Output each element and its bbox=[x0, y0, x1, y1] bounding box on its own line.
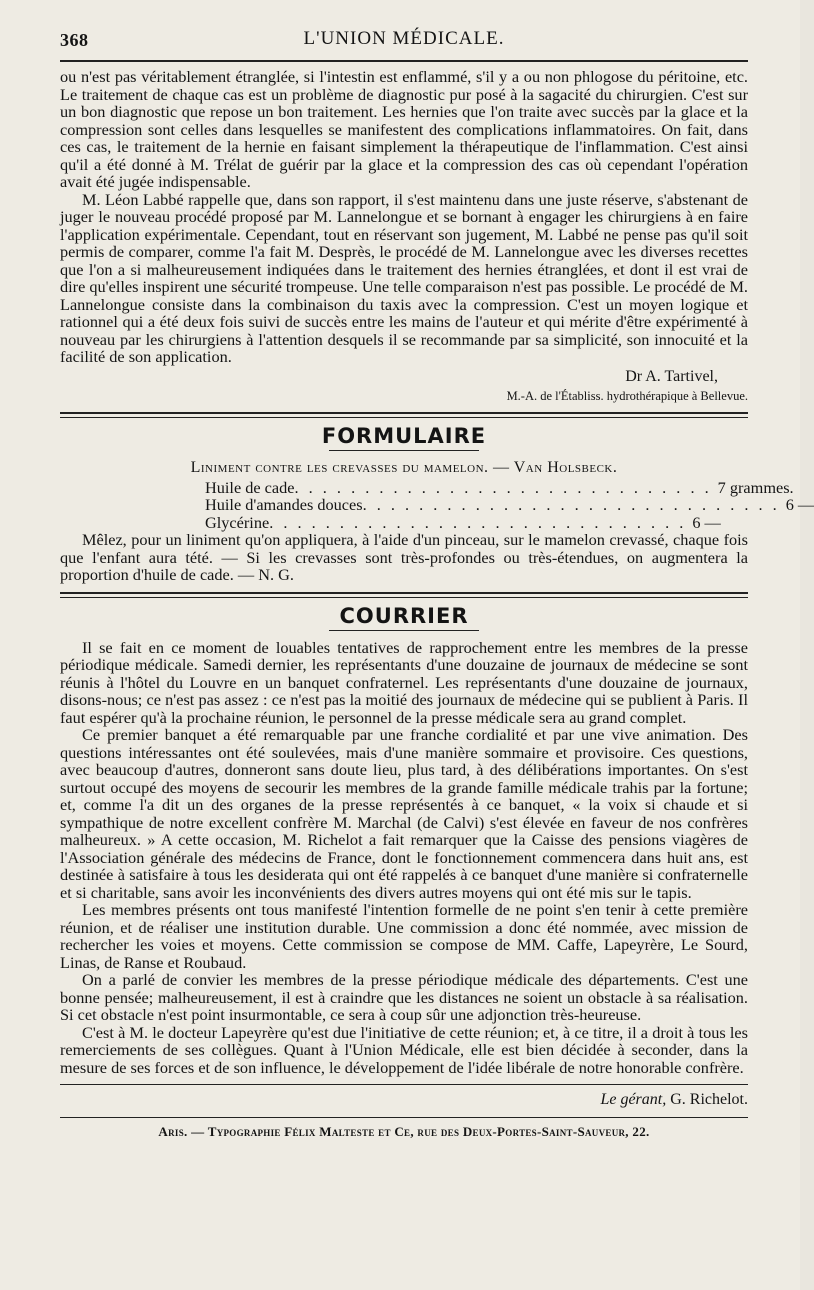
header-rule bbox=[60, 60, 748, 62]
footer-rule bbox=[60, 1084, 748, 1085]
page-number: 368 bbox=[60, 30, 89, 50]
ingredient-quantity: 6 — bbox=[692, 512, 721, 532]
section-divider bbox=[60, 412, 748, 418]
courrier-paragraph: Ce premier banquet a été remarquable par une franche cordialité et par une vive animation. Des questions intéressantes ont été soulevées, mais d'une manière sommaire et provisoire. Ces questions, avec beaucoup d'autres, donneront sans doute lieu, plus tard, à des délibérations importantes. On s'est surtout occupé des moyens de secourir les membres de la grande famille médicale trahis par la fortune; et, comme l'a dit un des organes de la presse représentés à ce banquet, « la voix si chaude et si sympathique de notre excellent confrère M. Marchal (de Calvi) s'est élevée en faveur de nos confrères malheureux. » A cette occasion, M. Richelot a fait remarquer que la Caisse des pensions viagères de l'Association générale des médecins de France, dont le fonctionnement commencera dans huit ans, est destinée à satisfaire à tous les desiderata qui ont été rappelés à ce banquet d'une manière si confraternelle et si charitable, sans avoir les inconvénients des divers autres moyens qui ont été mis sur le tapis. bbox=[60, 725, 748, 902]
ingredient-row bbox=[205, 477, 794, 497]
courrier-paragraph: On a parlé de convier les membres de la presse périodique médicale des départements. C'est une bonne pensée; malheureusement, il est à craindre que les distances ne soient un obstacle à sa réalisation. Si cet obstacle n'est point insurmontable, ce sera à coup sûr une adjonction très-heureuse. bbox=[60, 970, 748, 1024]
ingredient-quantity: 7 grammes. bbox=[717, 477, 794, 497]
leader-dots: . . . . . . . . . . . . . . . . . . . . . . . . . . . . . . bbox=[362, 495, 780, 514]
ingredient-name: Huile d'amandes douces bbox=[205, 495, 363, 514]
journal-title: L'UNION MÉDICALE. bbox=[303, 28, 505, 49]
author-affiliation: M.-A. de l'Établiss. hydrothérapique à Bellevue. bbox=[506, 388, 748, 403]
courrier-title: COURRIER bbox=[339, 603, 469, 628]
running-head bbox=[60, 22, 748, 52]
gerant-name: G. Richelot. bbox=[670, 1091, 748, 1108]
discussion-section bbox=[60, 68, 748, 404]
intro-paragraph-1: ou n'est pas véritablement étranglée, si l'intestin est enflammé, s'il y a ou non phlogose du péritoine, etc. Le traitement de chaque cas est un problème de diagnostic pur posé à la sagacité du chirurgien. C'est sur un bon diagnostic que repose un bon traitement. Les hernies que l'on traite avec succès par la glace et la compression sont celles dans lesquelles se manifestent des complications inflammatoires. On fait, dans ces cas, le traitement de la hernie en faisant simplement la thérapeutique de l'inflammation. C'est ainsi qu'il a été donné à M. Trélat de guérir par la glace et la compression des cas où cependant l'opération avait été jugée indispensable. bbox=[60, 67, 748, 191]
intro-paragraph-2: M. Léon Labbé rappelle que, dans son rapport, il s'est maintenu dans une juste réserve, s'abstenant de juger le nouveau procédé proposé par M. Lannelongue et se bornant à engager les chirurgiens à en faire l'application expérimentale. Cependant, tout en réservant son jugement, M. Labbé ne pense pas qu'il soit permis de comparer, comme l'a fait M. Desprès, le procédé de M. Lannelongue avec les diverses recettes que l'on a si malheureusement indiquées dans le traitement des hernies étranglées, et dont il est vrai de dire qu'elles inspirent une sécurité trompeuse. Une telle comparaison n'est pas possible. Le procédé de M. Lannelongue consiste dans la combinaison du taxis avec la compression. C'est un moyen logique et rationnel qui a été deux fois suivi de succès entre les mains de l'auteur et qui mérite d'être expérimenté à nouveau par les chirurgiens à l'attention desquels il se recommande par sa simplicité, son innocuité et la facilité de son application. bbox=[60, 189, 748, 366]
courrier-paragraph: C'est à M. le docteur Lapeyrère qu'est due l'initiative de cette réunion; et, à ce titre, il a droit à tous les remerciements de ses collègues. Quant à l'Union Médicale, elle est bien décidée à seconder, dans la mesure de ses forces et de son influence, le développement de l'idée libérale de notre honorable confrère. bbox=[60, 1022, 748, 1077]
ingredient-quantity: 6 — bbox=[785, 495, 814, 514]
ingredient-name: Glycérine bbox=[205, 512, 270, 532]
courrier-paragraph: Il se fait en ce moment de louables tentatives de rapprochement entre les membres de la presse périodique médicale. Samedi dernier, les représentants d'une douzaine de journaux de médecine se sont réunis à l'hôtel du Louvre en un banquet confraternel. Les représentants d'une douzaine de journaux, disons-nous; ce n'est pas assez : ce n'est pas la moitié des journaux de médecine qui se publient à Paris. Il faut espérer qu'à la prochaine réunion, le personnel de la presse médicale sera au grand complet. bbox=[60, 637, 748, 727]
recipe-title: Liniment contre les crevasses du mamelon. — Van Holsbeck. bbox=[190, 458, 618, 476]
imprint-rule bbox=[60, 1117, 748, 1118]
formulaire-title-underline bbox=[329, 450, 479, 451]
formulaire-section bbox=[60, 423, 814, 584]
gerant-line bbox=[60, 1091, 748, 1109]
leader-dots: . . . . . . . . . . . . . . . . . . . . . . . . . . . . . . bbox=[269, 512, 687, 532]
section-divider bbox=[60, 592, 748, 598]
author-signature: Dr A. Tartivel, bbox=[625, 367, 718, 385]
formulaire-title: FORMULAIRE bbox=[321, 423, 487, 448]
ingredient-row bbox=[205, 512, 721, 532]
recipe-instructions: Mêlez, pour un liniment qu'on appliquera, à l'aide d'un pinceau, sur le mamelon crevassé, chaque fois que l'enfant aura tété. — Si les crevasses sont très-profondes ou très-étendues, on augmentera la proportion d'huile de cade. — N. G. bbox=[60, 530, 748, 584]
ingredient-list bbox=[205, 477, 814, 532]
courrier-title-underline bbox=[329, 630, 479, 631]
courrier-section bbox=[60, 604, 748, 1077]
ingredient-name: Huile de cade bbox=[205, 477, 295, 497]
gerant-label: Le gérant, bbox=[600, 1091, 667, 1108]
leader-dots: . . . . . . . . . . . . . . . . . . . . . . . . . . . . . . bbox=[294, 477, 712, 497]
printer-imprint: Aris. — Typographie Félix Malteste et Ce, rue des Deux-Portes-Saint-Sauveur, 22. bbox=[158, 1124, 650, 1139]
courrier-paragraph: Les membres présents ont tous manifesté l'intention formelle de ne point s'en tenir à cette première réunion, et de réaliser une institution durable. Une commission a donc été nommée, avec mission de rechercher les voies et moyens. Cette commission se compose de MM. Caffe, Lapeyrère, Le Sourd, Linas, de Ranse et Roubaud. bbox=[60, 900, 748, 972]
ingredient-row bbox=[205, 495, 814, 514]
